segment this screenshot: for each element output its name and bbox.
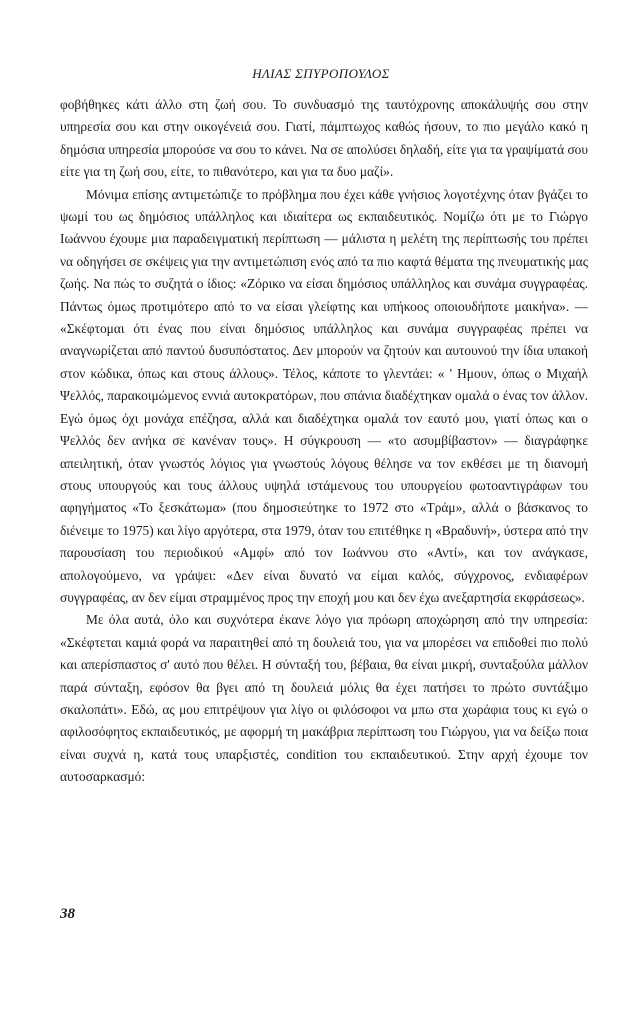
paragraph: Μόνιμα επίσης αντιμετώπιζε το πρόβλημα που έχει κάθε γνήσιος λογοτέχνης όταν βγάζει το ψωμί του ως δημόσιος υπάλληλος και ιδιαίτερα ως εκπαιδευτικός. Νομίζω ότι με το Γιώργο Ιωάννου έχουμε μια παραδειγματική περίπτωση — μάλιστα η μελέτη της περίπτωσής του πρέπει να οδηγήσει σε σκέψεις για την αντιμετώπιση ενός από τα πιο καφτά θέματα της πνευματικής μας ζωής. Να πώς το συζητά ο ίδιος: «Ζόρικο να είσαι δημόσιος υπάλληλος και συνάμα συγγραφέας. Πάντως όμως προτιμότερο από το να είσαι γλείφτης και υπήκοος οποιουδήποτε μαικήνα». — «Σκέφτομαι ότι ένας που είναι δημόσιος υπάλληλος και συνάμα συγγραφέας πρέπει να αναγνωρίζεται από παντού δυσυπόστατος. Δεν μπορούν να ζητούν και αυτουνού την ίδια υπακοή στον κώδικα, όπως και στους άλλους». Τέλος, κάποτε το γλεντάει: « ' Ημουν, όπως ο Μιχαήλ Ψελλός, παρακοιμώμενος εννιά αυτοκρατόρων, που σπάνια διαδέχτηκαν ομαλά ο ένας τον άλλον. Εγώ όμως όχι μονάχα επέζησα, αλλά και διαδέχτηκα ομαλά τον εαυτό μου, γιατί όπως και ο Ψελλός δεν ανήκα σε κανέναν τους». Η σύγκρουση — «το ασυμβίβαστον» — διαγράφηκε απειλητική, όταν γνωστός λόγιος για γνωστούς λόγους θέλησε να τον εκθέσει με τη διανομή στους υπουργούς και τους άλλους υψηλά ιστάμενους του υπουργείου φωτοαντιγράφων του αφηγήματος «Το ξεσκάτωμα» (που δημοσιεύτηκε το 1972 στο «Τράμ», αλλά ο βάσκανος το διένειμε το 1975) και λίγο αργότερα, στα 1979, όταν του επιτέθηκε η «Βραδυνή», ύστερα από την παρουσίαση του περιοδικού «Αμφί» από τον Ιωάννου στο «Αντί», και τον ανάγκασε, απολογούμενο, να γράψει: «Δεν είναι δυνατό να είμαι καλός, σύγχρονος, ενδιαφέρων συγγραφέας, αν δεν είμαι στραμμένος προς την εποχή μου και δεν έχω ανεξαρτησία εκφράσεως». (60, 186, 588, 605)
paragraph: Με όλα αυτά, όλο και συχνότερα έκανε λόγο για πρόωρη αποχώρηση από την υπηρεσία: «Σκέφτεται καμιά φορά να παραιτηθεί από τη δουλειά του, για να μπορέσει να επιδοθεί πιο πολύ και απερίσπαστος σ' αυτό που θέλει. Η σύνταξή του, βέβαια, θα είναι μικρή, συνταξούλα μάλλον παρά σύνταξη, εφόσον θα βγει από τη δουλειά μόλις θα έχει πατήσει το πρώτο συντάξιμο σκαλοπάτι». Εδώ, ας μου επιτρέψουν για λίγο οι φιλόσοφοι να μπω στα χωράφια τους κι εγώ ο αφιλοσόφητος εκπαιδευτικός, με αφορμή τη μακάβρια περίπτωση του Γιώργου, για να δείξω ποια είναι συχνά η, κατά τους υπαρξιστές, condition του εκπαιδευτικού. Στην αρχή έχουμε τον αυτοσαρκασμό: (60, 612, 588, 785)
running-head: ΗΛΙΑΣ ΣΠΥΡΟΠΟΥΛΟΣ (252, 66, 390, 81)
body-text (60, 94, 588, 789)
page-number: 38 (60, 906, 75, 922)
paragraph: φοβήθηκες κάτι άλλο στη ζωή σου. Το συνδυασμό της ταυτόχρονης αποκάλυψής σου στην υπηρεσία σου και στην οικογένειά σου. Γιατί, πάμπτωχος καθώς ήσουν, το πιο μεγάλο κακό η δημόσια υπηρεσία μπορούσε να σου το κάνει. Να σε απολύσει δηλαδή, είτε για τα γραψίματά σου είτε για τη ζωή σου, είτε, το πιθανότερο, και για τα δυο μαζί». (60, 97, 588, 180)
